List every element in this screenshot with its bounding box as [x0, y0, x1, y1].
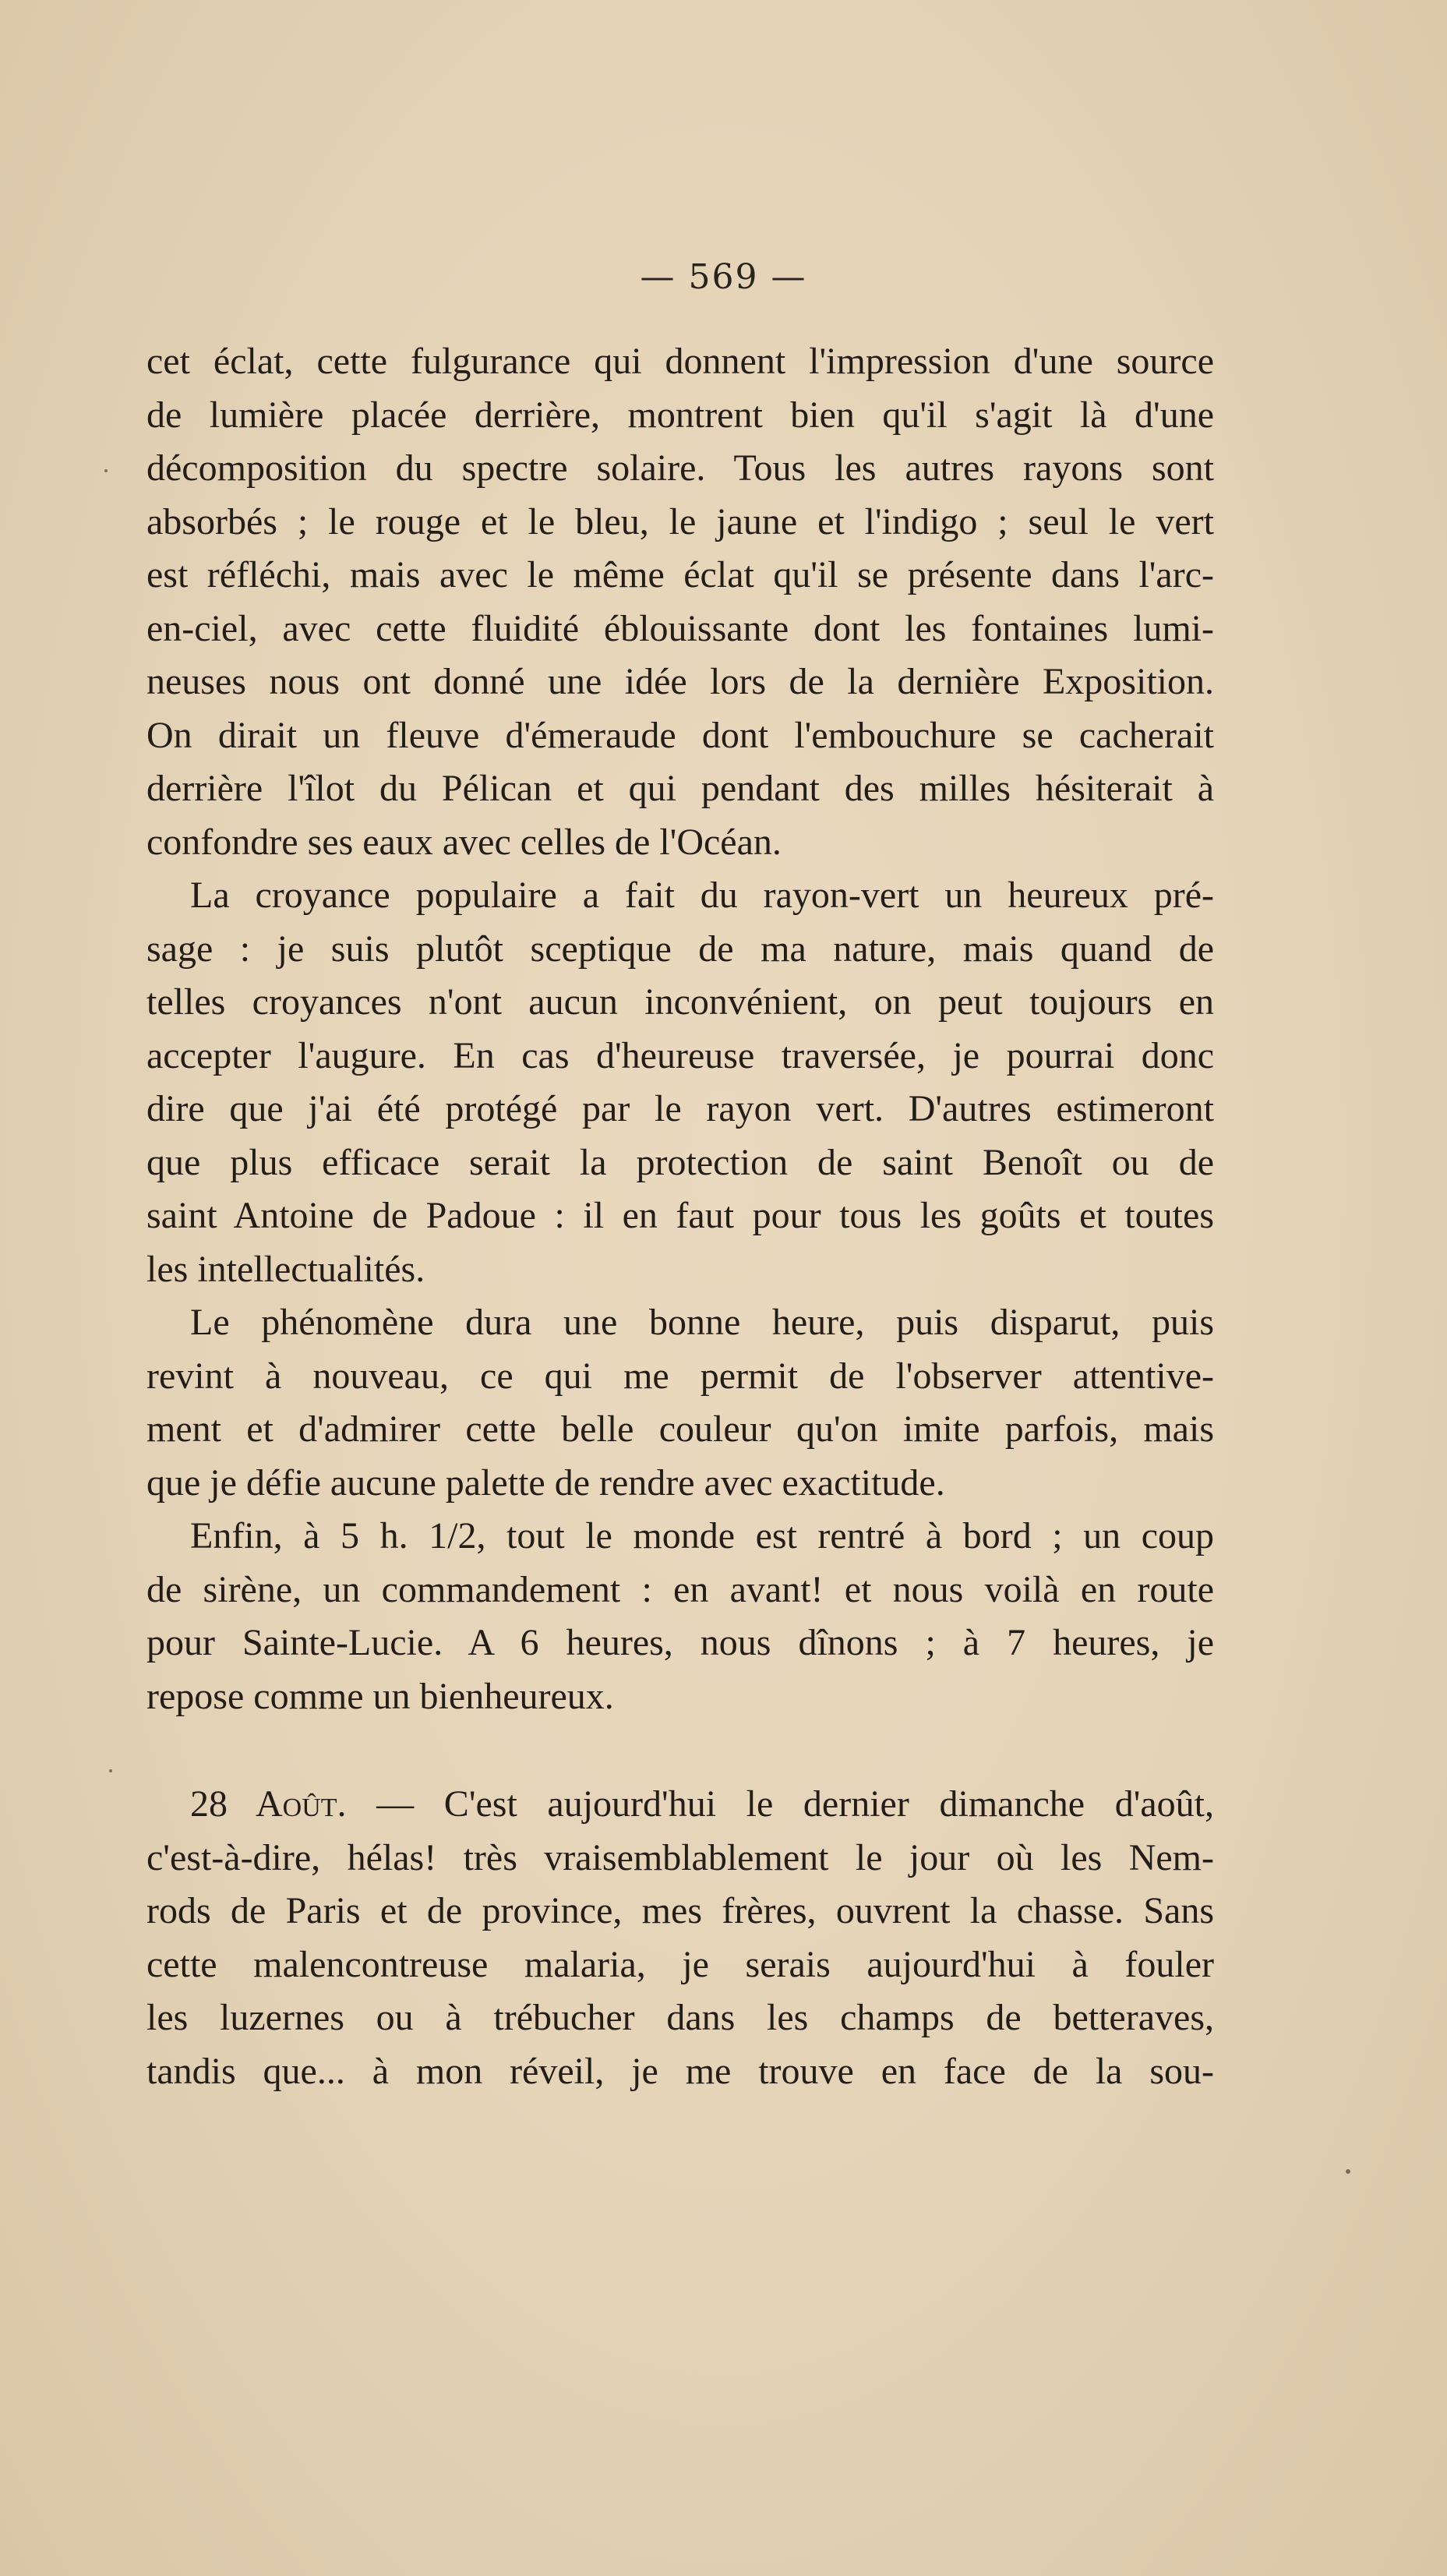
text-line: décomposition du spectre solaire. Tous les autres rayons sont: [146, 447, 1214, 489]
text-line: Le phénomène dura une bonne heure, puis disparut, puis: [190, 1302, 1214, 1343]
text-line: les luzernes ou à trébucher dans les champs de betteraves,: [146, 1997, 1214, 2038]
paragraph-3: [146, 1296, 1214, 1510]
paragraph-4: [146, 1510, 1214, 1723]
text-line: revint à nouveau, ce qui me permit de l'observer attentive-: [146, 1355, 1214, 1397]
text-line: rods de Paris et de province, mes frères, ouvrent la chasse. Sans: [146, 1890, 1214, 1931]
text-line: ment et d'admirer cette belle couleur qu'on imite parfois, mais: [146, 1408, 1214, 1450]
text-line: sage : je suis plutôt sceptique de ma nature, mais quand de: [146, 928, 1214, 970]
text-line: en-ciel, avec cette fluidité éblouissante dont les fontaines lumi-: [146, 607, 1214, 649]
text-line: les intellectualités.: [146, 1248, 425, 1290]
text-line: dire que j'ai été protégé par le rayon vert. D'autres estimeront: [146, 1088, 1214, 1129]
text-line: de sirène, un commandement : en avant! et nous voilà en route: [146, 1568, 1214, 1610]
text-line: est réfléchi, mais avec le même éclat qu'il se présente dans l'arc-: [146, 554, 1214, 595]
text-line: La croyance populaire a fait du rayon-vert un heureux pré-: [190, 875, 1214, 916]
text-line: accepter l'augure. En cas d'heureuse traversée, je pourrai donc: [146, 1034, 1214, 1076]
text-line: Enfin, à 5 h. 1/2, tout le monde est rentré à bord ; un coup: [190, 1515, 1214, 1557]
paragraph-2: [146, 869, 1214, 1296]
text-line: cette malencontreuse malaria, je serais aujourd'hui à fouler: [146, 1943, 1214, 1985]
paper-speck: [104, 469, 108, 472]
text-line: confondre ses eaux avec celles de l'Océan.: [146, 821, 782, 863]
text-line: de lumière placée derrière, montrent bien qu'il s'agit là d'une: [146, 394, 1214, 436]
text-line: On dirait un fleuve d'émeraude dont l'embouchure se cacherait: [146, 714, 1214, 756]
text-line: que plus efficace serait la protection de saint Benoît ou de: [146, 1141, 1214, 1183]
text-line: cet éclat, cette fulgurance qui donnent l'impression d'une source: [146, 341, 1214, 382]
paragraph-1: [146, 335, 1214, 869]
text-line: [146, 1778, 1214, 1832]
entry-date: 28 Août.: [190, 1783, 347, 1825]
paragraph-5-dated-entry: [146, 1778, 1214, 2098]
text-line: que je défie aucune palette de rendre avec exactitude.: [146, 1461, 945, 1504]
text-line: pour Sainte-Lucie. A 6 heures, nous dînons ; à 7 heures, je: [146, 1622, 1214, 1663]
section-gap: [146, 1723, 1214, 1778]
text-line: neuses nous ont donné une idée lors de la dernière Exposition.: [146, 661, 1214, 702]
text-line: c'est-à-dire, hélas! très vraisemblablement le jour où les Nem-: [146, 1836, 1214, 1878]
text-line: telles croyances n'ont aucun inconvénient, on peut toujours en: [146, 981, 1214, 1023]
body-text: [146, 335, 1214, 2098]
paper-speck: [1346, 2169, 1350, 2174]
text-line: absorbés ; le rouge et le bleu, le jaune et l'indigo ; seul le vert: [146, 500, 1214, 542]
page-number: — 569 —: [640, 257, 807, 297]
text-line: saint Antoine de Padoue : il en faut pour tous les goûts et toutes: [146, 1195, 1214, 1236]
text-line: repose comme un bienheureux.: [146, 1675, 614, 1717]
text-line: derrière l'îlot du Pélican et qui pendant des milles hésiterait à: [146, 768, 1214, 809]
paper-speck: [109, 1769, 112, 1772]
entry-first-line: — C'est aujourd'hui le dernier dimanche d'août,: [346, 1783, 1214, 1825]
text-line: tandis que... à mon réveil, je me trouve en face de la sou-: [146, 2050, 1214, 2092]
